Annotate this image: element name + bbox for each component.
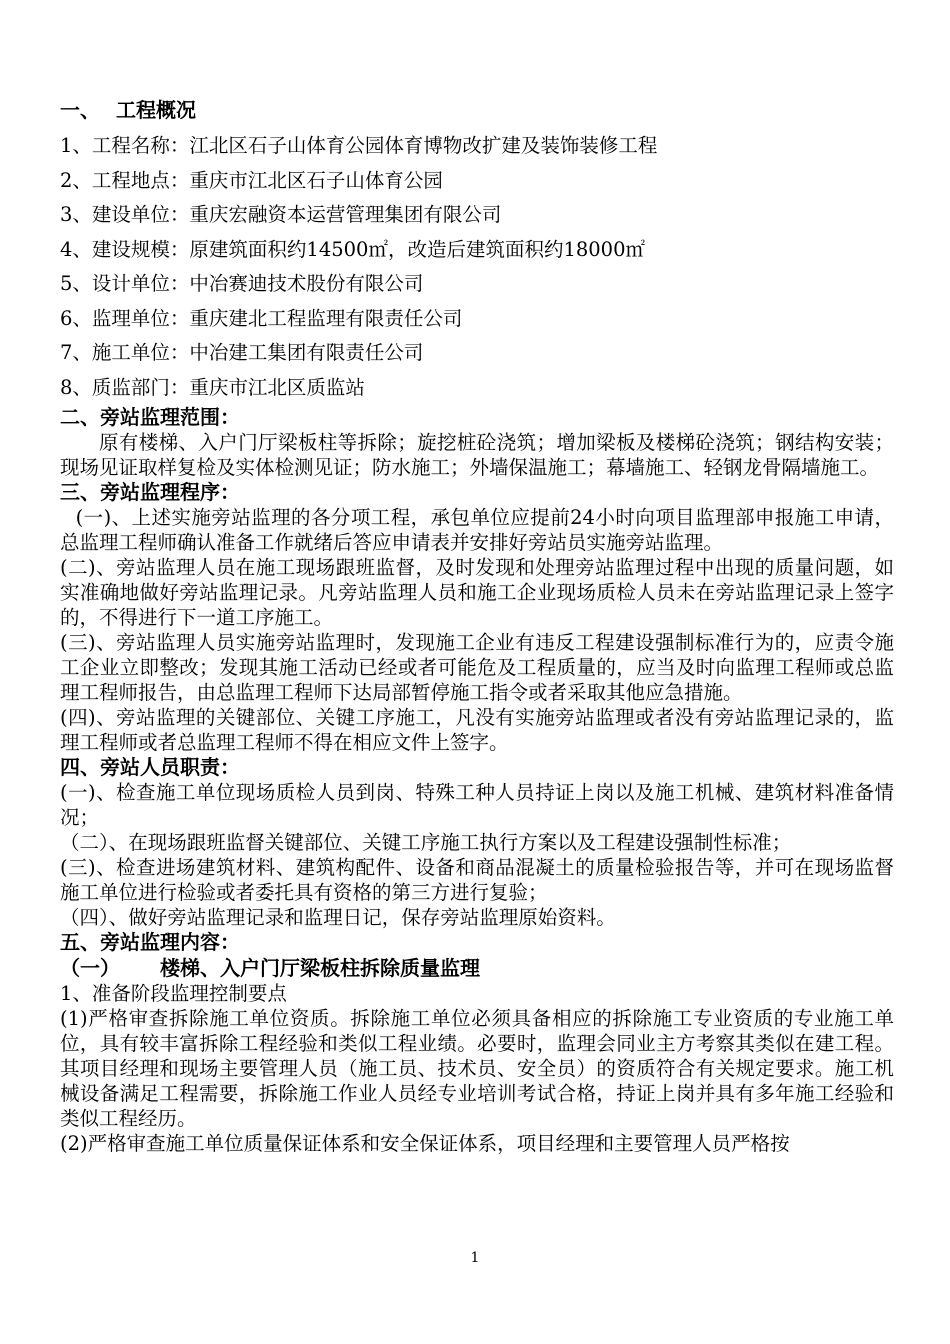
subsection-title: 楼梯、入户门厅梁板柱拆除质量监理	[160, 956, 480, 980]
subsection-heading	[60, 955, 894, 981]
paragraph: （四）、做好旁站监理记录和监理日记，保存旁站监理原始资料。	[60, 906, 616, 929]
document-body	[60, 96, 894, 1156]
paragraph: (三)、旁站监理人员实施旁站监理时，发现施工企业有违反工程建设强制标准行为的，应责令施工企业立即整改；发现其施工活动已经或者可能危及工程质量的，应当及时向监理工程师或总监理工程师报告，由总监理工程师下达局部暂停施工指令或者采取其他应急措施。	[60, 631, 894, 704]
paragraph: (三)、检查进场建筑材料、建筑构配件、设备和商品混凝土的质量检验报告等，并可在现场监督施工单位进行检验或者委托具有资格的第三方进行复验；	[60, 856, 894, 904]
paragraph: (四)、旁站监理的关键部位、关键工序施工，凡没有实施旁站监理或者没有旁站监理记录的，监理工程师或者总监理工程师不得在相应文件上签字。	[60, 706, 894, 754]
paragraph: 原有楼梯、入户门厅梁板柱等拆除；旋挖桩砼浇筑；增加梁板及楼梯砼浇筑；钢结构安装；现场见证取样复检及实体检测见证；防水施工；外墙保温施工；幕墙施工、轻钢龙骨隔墙施工。	[60, 431, 894, 479]
section-heading-procedure: 三、旁站监理程序：	[60, 480, 240, 504]
paragraph: （二）、在现场跟班监督关键部位、关键工序施工执行方案以及工程建设强制性标准；	[60, 831, 792, 854]
project-info-line: 7、施工单位：中冶建工集团有限责任公司	[60, 341, 424, 364]
project-info-line: 5、设计单位：中冶赛迪技术股份有限公司	[60, 272, 424, 295]
section-title: 工程概况	[116, 98, 196, 122]
section-heading-scope: 二、旁站监理范围：	[60, 405, 240, 429]
project-info-line: 3、建设单位：重庆宏融资本运营管理集团有限公司	[60, 203, 502, 226]
paragraph: (二)、旁站监理人员在施工现场跟班监督，及时发现和处理旁站监理过程中出现的质量问题，如实准确地做好旁站监理记录。凡旁站监理人员和施工企业现场质检人员未在旁站监理记录上签字的，不得进行下一道工序施工。	[60, 556, 894, 629]
section-heading-duties: 四、旁站人员职责：	[60, 755, 240, 779]
paragraph: (2)严格审查施工单位质量保证体系和安全保证体系，项目经理和主要管理人员严格按	[60, 1132, 790, 1155]
project-info-line: 4、建设规模：原建筑面积约14500㎡，改造后建筑面积约18000㎡	[60, 237, 645, 261]
paragraph: 1、准备阶段监理控制要点	[60, 982, 287, 1005]
project-info-line: 1、工程名称：江北区石子山体育公园体育博物改扩建及装饰装修工程	[60, 134, 658, 157]
project-info-line: 2、工程地点：重庆市江北区石子山体育公园	[60, 168, 443, 192]
project-info-line: 8、质监部门：重庆市江北区质监站	[60, 375, 365, 399]
section-heading-content: 五、旁站监理内容：	[60, 930, 240, 954]
section-number: 一、	[60, 98, 100, 122]
project-info-line: 6、监理单位：重庆建北工程监理有限责任公司	[60, 306, 463, 330]
paragraph: (一)、上述实施旁站监理的各分项工程，承包单位应提前24小时向项目监理部申报施工申请，总监理工程师确认准备工作就绪后答应申请表并安排好旁站员实施旁站监理。	[60, 506, 894, 554]
section-heading-overview	[60, 96, 894, 124]
paragraph: (一)、检查施工单位现场质检人员到岗、特殊工种人员持证上岗以及施工机械、建筑材料准备情况；	[60, 781, 894, 829]
page-number: 1	[470, 1250, 480, 1266]
paragraph: (1)严格审查拆除施工单位资质。拆除施工单位必须具备相应的拆除施工专业资质的专业施工单位，具有较丰富拆除工程经验和类似工程业绩。必要时，监理会同业主方考察其类似在建工程。其项目经理和现场主要管理人员（施工员、技术员、安全员）的资质符合有关规定要求。施工机械设备满足工程需要，拆除施工作业人员经专业培训考试合格，持证上岗并具有多年施工经验和类似工程经历。	[60, 1007, 894, 1130]
subsection-number: （一）	[60, 956, 120, 980]
